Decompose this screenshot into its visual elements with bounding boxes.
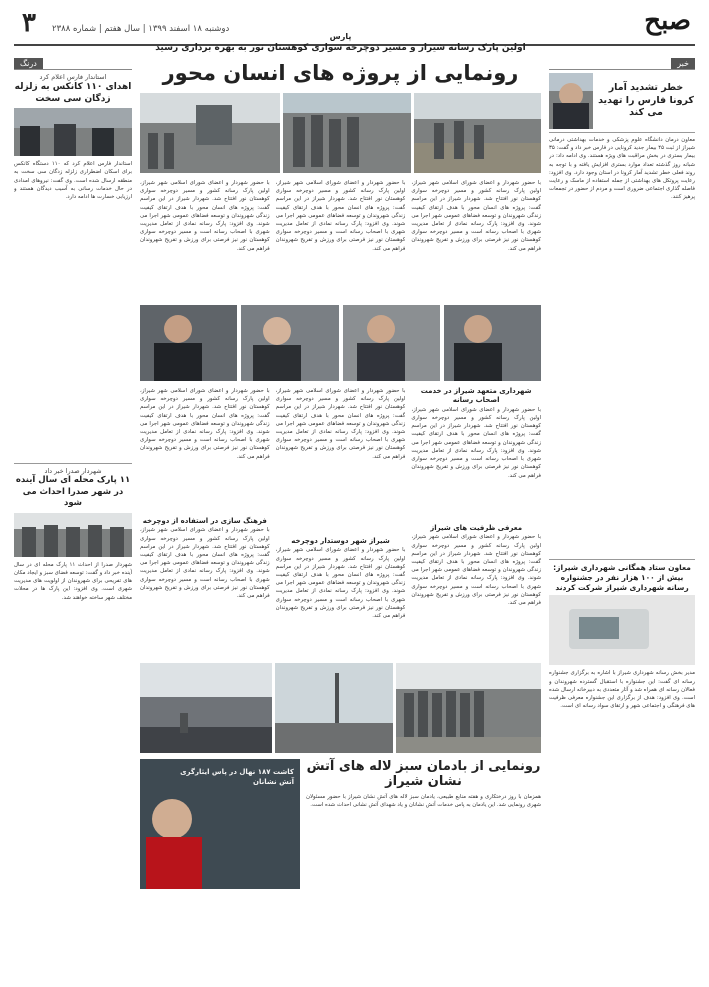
- left-kicker: استاندار فارس اعلام کرد: [39, 73, 107, 81]
- right-article-body: معاون درمان دانشگاه علوم پزشکی و خدمات بهداشتی درمانی شیراز از ثبت ۴۵ بیمار جدید کرونایی در فارس خبر داد و گفت: ۳۵ بیمار بستری در بخش مراقبت های ویژه هستند. وی ادامه داد: در شبانه روز گذشته تعداد موارد بستری افزایش یافته و با توجه به روند فعلی خطر تشدید آمار کرونا در استان وجود دارد. وی افزود: رعایت پروتکل های بهداشتی از جمله استفاده از ماسک و رعایت فاصله گذاری اجتماعی ضروری است و مردم از حضور در تجمعات پرهیز کنند.: [549, 137, 695, 201]
- right-tab-row: [549, 58, 695, 70]
- left-kicker-2: شهردار صدرا خبر داد: [44, 467, 102, 476]
- speaker-portrait-4: [140, 305, 237, 381]
- ceremony-crowd-photo: [283, 93, 410, 173]
- center-body-col-2: با حضور شهردار و اعضای شورای اسلامی شهر شیراز، اولین پارک رسانه کشور و مسیر دوچرخه سواری کوهستان نور افتتاح شد. شهردار شیراز در این مراسم گفت: پروژه های انسان محور با هدف ارتقای کیفیت زندگی شهروندان و توسعه فضاهای عمومی شهر اجرا می شوند. وی افزود: پارک رسانه نمادی از تعامل مدیریت شهری با اصحاب رسانه است و مسیر دوچرخه سواری کوهستان نور نیز فرصتی برای ورزش و تفریح شهروندان فراهم می کند.: [275, 180, 406, 252]
- newspaper-logo: صبح: [644, 6, 691, 36]
- sub-head-4: فرهنگ سازی در استفاده از دوچرخه: [142, 517, 267, 525]
- right-section-tab: خبر: [671, 58, 695, 69]
- left-tab-row: [14, 58, 132, 70]
- left-headline-2: ۱۱ پارک محله ای سال آینده در شهر صدرا احداث می شود: [15, 475, 131, 509]
- right-headline-block: [549, 73, 695, 129]
- center-body-col-6: با حضور شهردار و اعضای شورای اسلامی شهر شیراز، اولین پارک رسانه کشور و مسیر دوچرخه سواری کوهستان نور افتتاح شد. شهردار شیراز در این مراسم گفت: پروژه های انسان محور با هدف ارتقای کیفیت زندگی شهروندان و توسعه فضاهای عمومی شهر اجرا می شوند. وی افزود: پارک رسانه نمادی از تعامل مدیریت شهری با اصحاب رسانه است و مسیر دوچرخه سواری کوهستان نور نیز فرصتی برای ورزش و تفریح شهروندان فراهم می کند.: [275, 388, 406, 460]
- center-body-col-1: با حضور شهردار و اعضای شورای اسلامی شهر شیراز، اولین پارک رسانه کشور و مسیر دوچرخه سواری کوهستان نور افتتاح شد. شهردار شیراز در این مراسم گفت: پروژه های انسان محور با هدف ارتقای کیفیت زندگی شهروندان و توسعه فضاهای عمومی شهر اجرا می شوند. وی افزود: پارک رسانه نمادی از تعامل مدیریت شهری با اصحاب رسانه است و مسیر دوچرخه سواری کوهستان نور نیز فرصتی برای ورزش و تفریح شهروندان فراهم می کند.: [411, 180, 541, 252]
- firefighter-banner-photo: [140, 759, 300, 889]
- bottom-headline: رونمایی از بادمان سبز لاله های آتش نشان شیراز: [306, 759, 541, 789]
- left-article-body-2: شهردار صدرا از احداث ۱۱ پارک محله ای در سال آینده خبر داد و گفت: توسعه فضای سبز و ایجاد مکان های تفریحی برای شهروندان از اولویت های مدیریت شهری است. وی افزود: این پارک ها در محلات مختلف شهر ساخته خواهند شد.: [14, 561, 132, 601]
- banner-text: کاشت ۱۸۷ نهال در پاس ایثارگری آتش نشانان: [180, 768, 294, 786]
- center-column: [140, 30, 541, 971]
- center-body-columns-2: [140, 387, 541, 659]
- speaker-portrait-3: [241, 305, 338, 381]
- dateline: دوشنبه ۱۸ اسفند ۱۳۹۹ | سال هفتم | شماره ۲۳۸۸: [52, 24, 230, 34]
- right-article-body-2: مدیر بخش رسانه شهرداری شیراز با اشاره به برگزاری جشنواره رسانه ای گفت: این جشنواره با استقبال گسترده شهروندان و فعالان رسانه ای همراه شد و آثار متعددی به دبیرخانه ارسال شده است. وی افزود: هدف از برگزاری این جشنواره معرفی ظرفیت های فرهنگی و اجتماعی شهر و ارتقای سواد رسانه ای است.: [549, 670, 695, 710]
- bottom-body: همزمان با روز درختکاری و هفته منابع طبیعی، یادمان سبز لاله های آتش نشان شیراز با حضور مسئولان شهری رونمایی شد. این یادمان به پاس خدمات آتش نشانان و یاد شهدای آتش نشانی احداث شده است.: [306, 794, 541, 809]
- center-body-col-3: با حضور شهردار و اعضای شورای اسلامی شهر شیراز، اولین پارک رسانه کشور و مسیر دوچرخه سواری کوهستان نور افتتاح شد. شهردار شیراز در این مراسم گفت: پروژه های انسان محور با هدف ارتقای کیفیت زندگی شهروندان و توسعه فضاهای عمومی شهر اجرا می شوند. وی افزود: پارک رسانه نمادی از تعامل مدیریت شهری با اصحاب رسانه است و مسیر دوچرخه سواری کوهستان نور نیز فرصتی برای ورزش و تفریح شهروندان فراهم می کند.: [139, 180, 270, 252]
- center-body-col-5: با حضور شهردار و اعضای شورای اسلامی شهر شیراز، اولین پارک رسانه کشور و مسیر دوچرخه سواری کوهستان نور افتتاح شد. شهردار شیراز در این مراسم گفت: پروژه های انسان محور با هدف ارتقای کیفیت زندگی شهروندان و توسعه فضاهای عمومی شهر اجرا می شوند. وی افزود: پارک رسانه نمادی از تعامل مدیریت شهری با اصحاب رسانه است و مسیر دوچرخه سواری کوهستان نور نیز فرصتی برای ورزش و تفریح شهروندان فراهم می کند.: [411, 534, 541, 606]
- portrait-row: [140, 305, 541, 381]
- park-opening-photo: [140, 93, 280, 173]
- center-body-col-9: با حضور شهردار و اعضای شورای اسلامی شهر شیراز، اولین پارک رسانه کشور و مسیر دوچرخه سواری کوهستان نور افتتاح شد. شهردار شیراز در این مراسم گفت: پروژه های انسان محور با هدف ارتقای کیفیت زندگی شهروندان و توسعه فضاهای عمومی شهر اجرا می شوند. وی افزود: پارک رسانه نمادی از تعامل مدیریت شهری با اصحاب رسانه است و مسیر دوچرخه سواری کوهستان نور نیز فرصتی برای ورزش و تفریح شهروندان فراهم می کند.: [139, 527, 270, 600]
- sub-head-3: شیراز شهر دوستدار دوچرخه: [291, 537, 390, 545]
- tree-planting-photo: [414, 93, 541, 173]
- center-main-headline: رونمایی از پروژه های انسان محور: [162, 61, 519, 85]
- officials-group-photo: [14, 513, 132, 557]
- right-headline: خطر تشدید آمار کرونا فارس را تهدید می کند: [598, 81, 694, 119]
- page-number: ۳: [22, 8, 36, 38]
- windmill-sculpture-photo: [275, 663, 394, 753]
- cyclists-group-photo: [396, 663, 541, 753]
- official-portrait-photo: [549, 73, 593, 129]
- center-body-col-4: با حضور شهردار و اعضای شورای اسلامی شهر شیراز، اولین پارک رسانه کشور و مسیر دوچرخه سواری کوهستان نور افتتاح شد. شهردار شیراز در این مراسم گفت: پروژه های انسان محور با هدف ارتقای کیفیت زندگی شهروندان و توسعه فضاهای عمومی شهر اجرا می شوند. وی افزود: پارک رسانه نمادی از تعامل مدیریت شهری با اصحاب رسانه است و مسیر دوچرخه سواری کوهستان نور نیز فرصتی برای ورزش و تفریح شهروندان فراهم می کند.: [411, 406, 541, 479]
- meeting-photo: [14, 108, 132, 156]
- left-article-body: استاندار فارس اعلام کرد که ۱۱۰ دستگاه کانکس برای اسکان اضطراری زلزله زدگان سی سخت به منطقه ارسال شده است. وی گفت: نیروهای امدادی در حال خدمات رسانی به آسیب دیدگان هستند و ارزیابی خسارت ها ادامه دارد.: [14, 161, 132, 201]
- left-column: [14, 58, 132, 971]
- left-headline: اهدای ۱۱۰ کانکس به زلزله زدگان سی سخت: [14, 82, 132, 105]
- speaker-portrait-2: [343, 305, 440, 381]
- right-column: [549, 58, 695, 971]
- center-body-columns: [140, 179, 541, 301]
- sub-head-2: معرفی ظرفیت های شیراز: [430, 523, 523, 532]
- device-photo: [549, 595, 695, 665]
- center-body-col-8: با حضور شهردار و اعضای شورای اسلامی شهر شیراز، اولین پارک رسانه کشور و مسیر دوچرخه سواری کوهستان نور افتتاح شد. شهردار شیراز در این مراسم گفت: پروژه های انسان محور با هدف ارتقای کیفیت زندگی شهروندان و توسعه فضاهای عمومی شهر اجرا می شوند. وی افزود: پارک رسانه نمادی از تعامل مدیریت شهری با اصحاب رسانه است و مسیر دوچرخه سواری کوهستان نور نیز فرصتی برای ورزش و تفریح شهروندان فراهم می کند.: [139, 388, 270, 460]
- center-kicker: اولین پارک رسانه شیراز و مسیر دوچرخه سواری کوهستان نور به بهره برداری رسید: [155, 43, 526, 53]
- top-photo-strip: [140, 93, 541, 173]
- bike-path-photo: [140, 663, 272, 753]
- bottom-story: [140, 759, 541, 903]
- sub-head-1: شهرداری متعهد شیراز در خدمت اصحاب رسانه: [420, 387, 532, 405]
- center-section-label: پارس: [329, 32, 352, 41]
- left-section-tab: درنگ: [14, 58, 43, 69]
- bottom-photo-strip: [140, 663, 541, 753]
- center-body-col-7: با حضور شهردار و اعضای شورای اسلامی شهر شیراز، اولین پارک رسانه کشور و مسیر دوچرخه سواری کوهستان نور افتتاح شد. شهردار شیراز در این مراسم گفت: پروژه های انسان محور با هدف ارتقای کیفیت زندگی شهروندان و توسعه فضاهای عمومی شهر اجرا می شوند. وی افزود: پارک رسانه نمادی از تعامل مدیریت شهری با اصحاب رسانه است و مسیر دوچرخه سواری کوهستان نور نیز فرصتی برای ورزش و تفریح شهروندان فراهم می کند.: [275, 547, 406, 620]
- right-sub-headline: معاون ستاد همگانی شهرداری شیراز: بیش از ۱۰۰ هزار نفر در جشنواره رسانه شهرداری شیراز شرکت کردند: [553, 563, 691, 593]
- speaker-portrait-1: [444, 305, 541, 381]
